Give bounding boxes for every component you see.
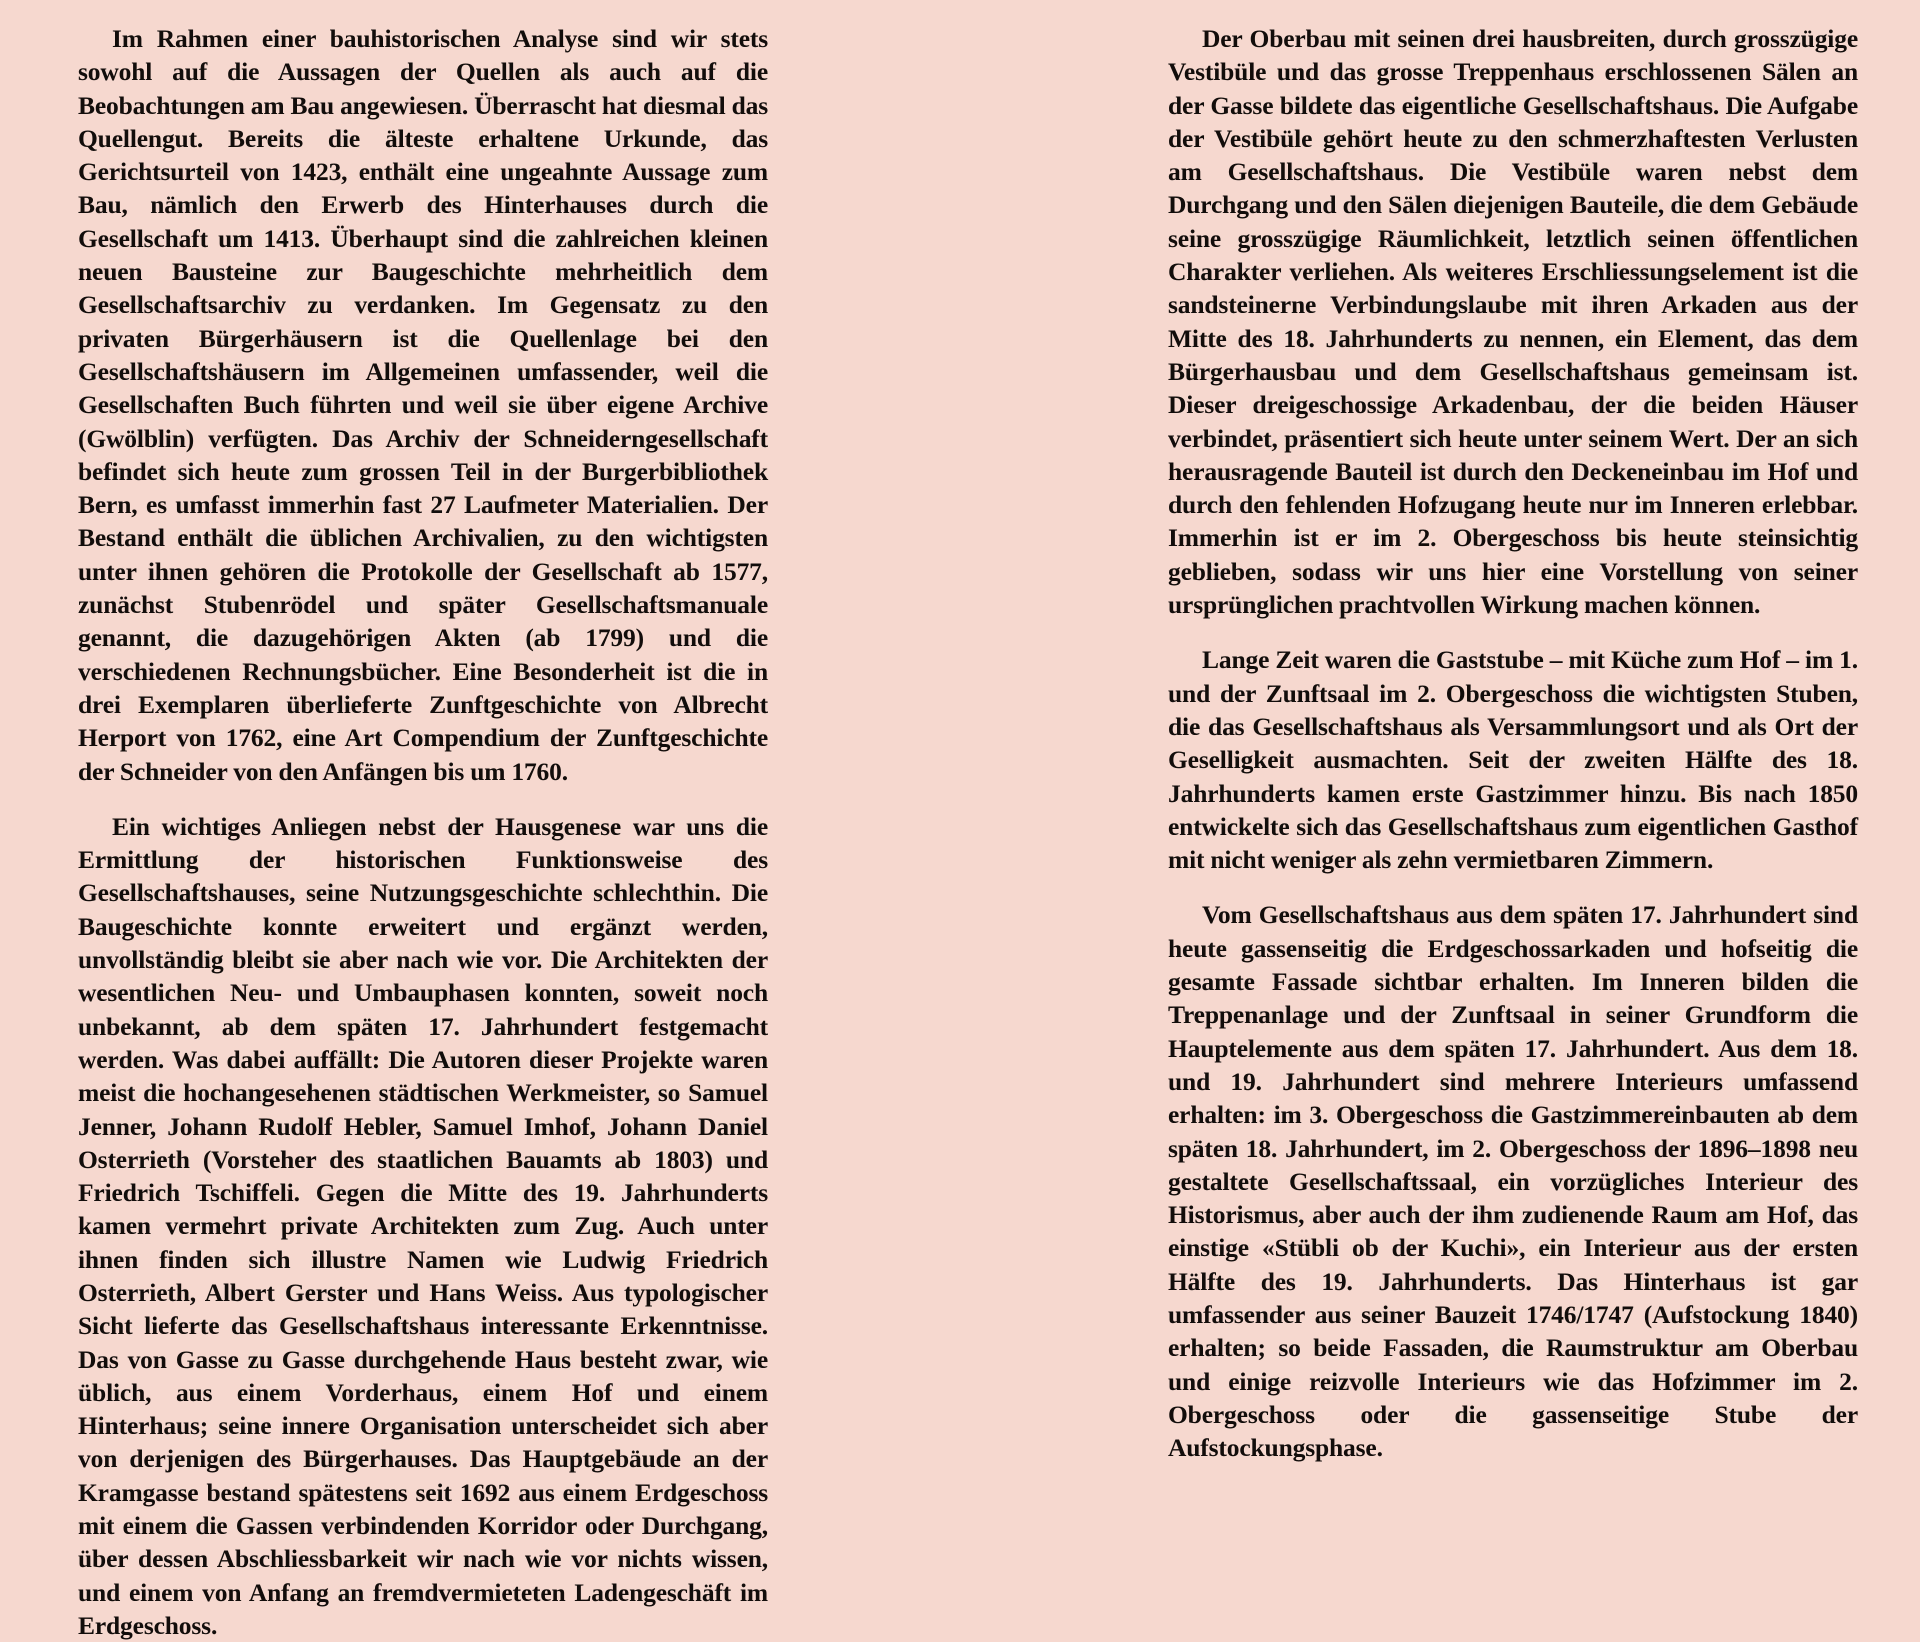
paragraph: Lange Zeit waren die Gaststube – mit Küche zum Hof – im 1. und der Zunftsaal im 2. Obergeschoss die wichtigsten Stuben, die das Gesellschaftshaus als Versammlungsort und als Ort der Geselligkeit ausmachten. Seit der zweiten Hälfte des 18. Jahrhunderts kamen erste Gastzimmer hinzu. Bis nach 1850 entwickelte sich das Gesellschaftshaus zum eigentlichen Gasthof mit nicht weniger als zehn vermietbaren Zimmern. (1168, 645, 1858, 875)
two-column-layout (78, 22, 1860, 1640)
paragraph: Vom Gesellschaftshaus aus dem späten 17. Jahrhundert sind heute gassenseitig die Erdgeschossarkaden und hofseitig die gesamte Fassade sichtbar erhalten. Im Inneren bilden die Treppenanlage und der Zunftsaal in seiner Grundform die Hauptelemente aus dem späten 17. Jahrhundert. Aus dem 18. und 19. Jahrhundert sind mehrere Interieurs umfassend erhalten: im 3. Obergeschoss die Gastzimmereinbauten ab dem späten 18. Jahrhundert, im 2. Obergeschoss der 1896–1898 neu gestaltete Gesellschaftssaal, ein vorzügliches Interieur des Historismus, aber auch der ihm zudienende Raum am Hof, das einstige «Stübli ob der Kuchi», ein Interieur aus der ersten Hälfte des 19. Jahrhunderts. Das Hinterhaus ist gar umfassender aus seiner Bauzeit 1746/1747 (Aufstockung 1840) erhalten; so beide Fassaden, die Raumstruktur am Oberbau und einige reizvolle Interieurs wie das Hofzimmer im 2. Obergeschoss oder die gassenseitige Stube der Aufstockungsphase. (1168, 900, 1858, 1463)
left-column (78, 22, 768, 1640)
paragraph: Der Oberbau mit seinen drei hausbreiten, durch grosszügige Vestibüle und das grosse Treppenhaus erschlossenen Sälen an der Gasse bildete das eigentliche Gesellschaftshaus. Die Aufgabe der Vestibüle gehört heute zu den schmerzhaftesten Verlusten am Gesellschaftshaus. Die Vestibüle waren nebst dem Durchgang und den Sälen diejenigen Bauteile, die dem Gebäude seine grosszügige Räumlichkeit, letztlich seinen öffentlichen Charakter verliehen. Als weiteres Erschliessungselement ist die sandsteinerne Verbindungslaube mit ihren Arkaden aus der Mitte des 18. Jahrhunderts zu nennen, ein Element, das dem Bürgerhausbau und dem Gesellschaftshaus gemeinsam ist. Dieser dreigeschossige Arkadenbau, der die beiden Häuser verbindet, präsentiert sich heute unter seinem Wert. Der an sich herausragende Bauteil ist durch den Deckeneinbau im Hof und durch den fehlenden Hofzugang heute nur im Inneren erlebbar. Immerhin ist er im 2. Obergeschoss bis heute steinsichtig geblieben, sodass wir uns hier eine Vorstellung von seiner ursprünglichen prachtvollen Wirkung machen können. (1168, 24, 1858, 620)
paragraph: Ein wichtiges Anliegen nebst der Hausgenese war uns die Ermittlung der historischen Funktionsweise des Gesellschaftshauses, seine Nutzungsgeschichte schlechthin. Die Baugeschichte konnte erweitert und ergänzt werden, unvollständig bleibt sie aber nach wie vor. Die Architekten der wesentlichen Neu- und Umbauphasen konnten, soweit noch unbekannt, ab dem späten 17. Jahrhundert festgemacht werden. Was dabei auffällt: Die Autoren dieser Projekte waren meist die hochangesehenen städtischen Werkmeister, so Samuel Jenner, Johann Rudolf Hebler, Samuel Imhof, Johann Daniel Osterrieth (Vorsteher des staatlichen Bauamts ab 1803) und Friedrich Tschiffeli. Gegen die Mitte des 19. Jahrhunderts kamen vermehrt private Architekten zum Zug. Auch unter ihnen finden sich illustre Namen wie Ludwig Friedrich Osterrieth, Albert Gerster und Hans Weiss. Aus typologischer Sicht lieferte das Gesellschaftshaus interessante Erkenntnisse. Das von Gasse zu Gasse durchgehende Haus besteht zwar, wie üblich, aus einem Vorderhaus, einem Hof und einem Hinterhaus; seine innere Organisation unterscheidet sich aber von derjenigen des Bürgerhauses. Das Hauptgebäude an der Kramgasse bestand spätestens seit 1692 aus einem Erdgeschoss mit einem die Gassen verbindenden Korridor oder Durchgang, über dessen Abschliessbarkeit wir nach wie vor nichts wissen, und einem von Anfang an fremdvermieteten Ladengeschäft im Erdgeschoss. (78, 811, 768, 1640)
paragraph: Im Rahmen einer bauhistorischen Analyse sind wir stets sowohl auf die Aussagen der Quellen als auch auf die Beobachtungen am Bau angewiesen. Überrascht hat diesmal das Quellengut. Bereits die älteste erhaltene Urkunde, das Gerichtsurteil von 1423, enthält eine ungeahnte Aussage zum Bau, nämlich den Erwerb des Hinterhauses durch die Gesellschaft um 1413. Überhaupt sind die zahlreichen kleinen neuen Bausteine zur Baugeschichte mehrheitlich dem Gesellschaftsarchiv zu verdanken. Im Gegensatz zu den privaten Bürgerhäusern ist die Quellenlage bei den Gesellschaftshäusern im Allgemeinen umfassender, weil die Gesellschaften Buch führten und weil sie über eigene Archive (Gwölblin) verfügten. Das Archiv der Schneiderngesellschaft befindet sich heute zum grossen Teil in der Burgerbibliothek Bern, es umfasst immerhin fast 27 Laufmeter Materialien. Der Bestand enthält die üblichen Archivalien, zu den wichtigsten unter ihnen gehören die Protokolle der Gesellschaft ab 1577, zunächst Stubenrödel und später Gesellschaftsmanuale genannt, die dazugehörigen Akten (ab 1799) und die verschiedenen Rechnungsbücher. Eine Besonderheit ist die in drei Exemplaren überlieferte Zunftgeschichte von Albrecht Herport von 1762, eine Art Compendium der Zunftgeschichte der Schneider von den Anfängen bis um 1760. (78, 24, 768, 786)
right-column (1168, 22, 1858, 1463)
